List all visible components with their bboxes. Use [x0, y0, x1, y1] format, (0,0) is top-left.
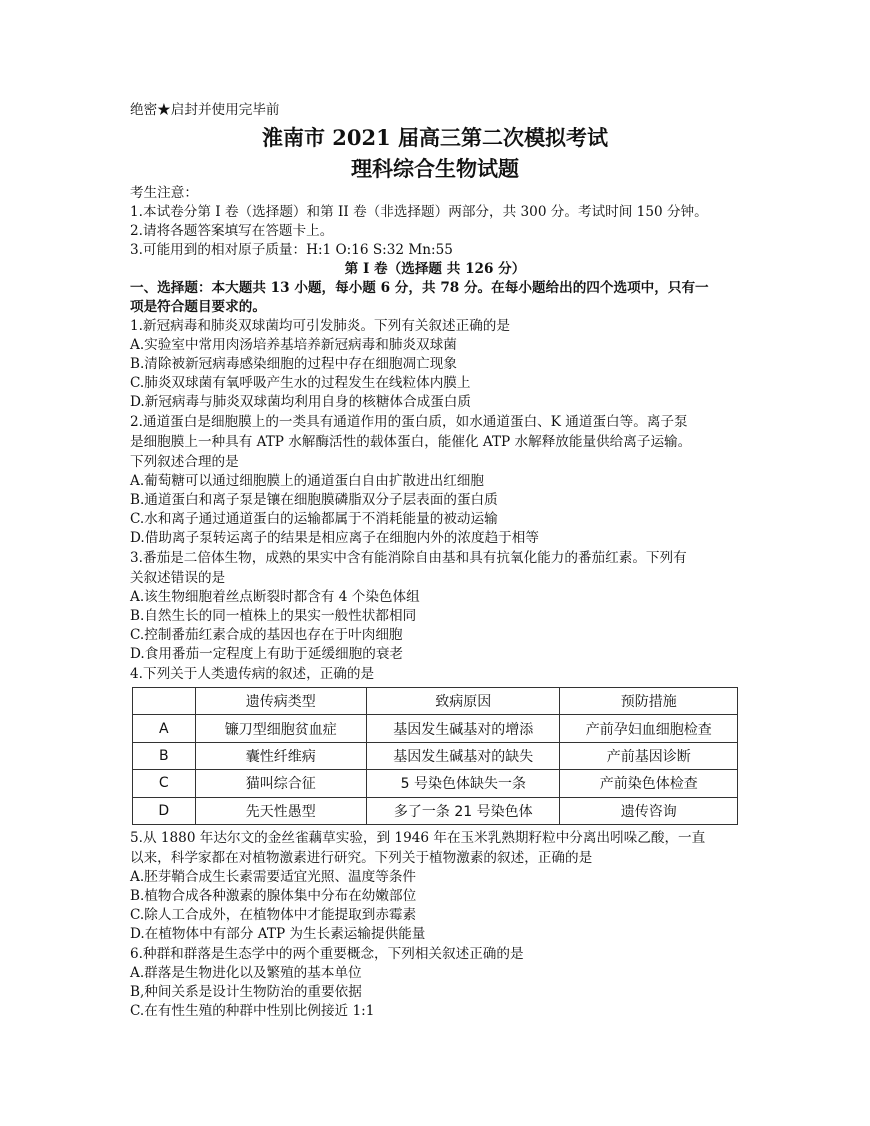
- notice-heading: 考生注意：: [130, 185, 198, 201]
- question-option: D.借助离子泵转运离子的结果是相应离子在细胞内外的浓度趋于相等: [130, 530, 539, 546]
- table-cell: 镰刀型细胞贫血症: [195, 715, 367, 742]
- table-cell: 先天性愚型: [195, 797, 367, 824]
- notice-item: 1.本试卷分第 I 卷（选择题）和第 II 卷（非选择题）两部分，共 300 分。考试时间 150 分钟。: [130, 204, 708, 220]
- question-stem: 2.通道蛋白是细胞膜上的一类具有通道作用的蛋白质，如水通道蛋白、K 通道蛋白等。离子泵: [130, 414, 688, 430]
- question-option: D.新冠病毒与肺炎双球菌均利用自身的核糖体合成蛋白质: [130, 394, 471, 410]
- table-cell: A: [133, 715, 196, 742]
- question-stem: 3.番茄是二倍体生物，成熟的果实中含有能消除自由基和具有抗氧化能力的番茄红素。下列有: [130, 550, 687, 566]
- question-stem: 6.种群和群落是生态学中的两个重要概念，下列相关叙述正确的是: [130, 946, 524, 962]
- question-stem: 下列叙述合理的是: [130, 454, 239, 470]
- table-cell: 多了一条 21 号染色体: [367, 797, 560, 824]
- question-option: D.食用番茄一定程度上有助于延缓细胞的衰老: [130, 646, 404, 662]
- table-cell: D: [133, 797, 196, 824]
- table-row: [133, 715, 738, 742]
- question-stem: 关叙述错误的是: [130, 570, 226, 586]
- question-option: B.清除被新冠病毒感染细胞的过程中存在细胞凋亡现象: [130, 356, 457, 372]
- question-option: C.控制番茄红素合成的基因也存在于叶肉细胞: [130, 627, 403, 643]
- table-cell: 基因发生碱基对的缺失: [367, 742, 560, 769]
- secret-label: 绝密★启封并使用完毕前: [130, 102, 280, 118]
- table-cell: 产前染色体检查: [560, 770, 738, 797]
- question-stem: 以来，科学家都在对植物激素进行研究。下列关于植物激素的叙述，正确的是: [130, 850, 593, 866]
- question-option: B.自然生长的同一植株上的果实一般性状都相同: [130, 608, 417, 624]
- table-header-cell: 致病原因: [367, 688, 560, 715]
- notice-item: 3.可能用到的相对原子质量：H:1 O:16 S:32 Mn:55: [130, 242, 453, 258]
- question-option: C.除人工合成外，在植物体中才能提取到赤霉素: [130, 907, 417, 923]
- section-instructions-cont: 项是符合题目要求的。: [130, 299, 266, 315]
- table-row: [133, 770, 738, 797]
- exam-title: 淮南市 2021 届高三第二次模拟考试: [261, 125, 609, 150]
- volume-heading: 第 I 卷（选择题 共 126 分）: [344, 261, 526, 277]
- table-cell: 基因发生碱基对的增添: [367, 715, 560, 742]
- notice-item: 2.请将各题答案填写在答题卡上。: [130, 223, 334, 239]
- question-stem: 1.新冠病毒和肺炎双球菌均可引发肺炎。下列有关叙述正确的是: [130, 318, 510, 334]
- question-option: A.实验室中常用肉汤培养基培养新冠病毒和肺炎双球菌: [130, 337, 457, 353]
- table-header-row: [133, 688, 738, 715]
- table-cell: 遗传咨询: [560, 797, 738, 824]
- section-instructions: 一、选择题：本大题共 13 小题，每小题 6 分，共 78 分。在每小题给出的四个选项中，只有一: [130, 280, 709, 296]
- question-option: D.在植物体中有部分 ATP 为生长素运输提供能量: [130, 926, 426, 942]
- question-option: A.胚芽鞘合成生长素需要适宜光照、温度等条件: [130, 869, 417, 885]
- question-option: C.在有性生殖的种群中性别比例接近 1:1: [130, 1003, 375, 1019]
- table-cell: C: [133, 770, 196, 797]
- table-header-cell: 预防措施: [560, 688, 738, 715]
- question-option: A.群落是生物进化以及繁殖的基本单位: [130, 965, 362, 981]
- table-cell: 产前基因诊断: [560, 742, 738, 769]
- table-cell: 猫叫综合征: [195, 770, 367, 797]
- question-option: A.该生物细胞着丝点断裂时都含有 4 个染色体组: [130, 589, 420, 605]
- table-header-cell: [133, 688, 196, 715]
- table-header-cell: 遗传病类型: [195, 688, 367, 715]
- question-option: B.植物合成各种激素的腺体集中分布在幼嫩部位: [130, 888, 417, 904]
- table-cell: 5 号染色体缺失一条: [367, 770, 560, 797]
- question-stem: 5.从 1880 年达尔文的金丝雀藕草实验，到 1946 年在玉米乳熟期籽粒中分离出吲哚乙酸，一直: [130, 830, 706, 846]
- question-option: C.水和离子通过通道蛋白的运输都属于不消耗能量的被动运输: [130, 511, 498, 527]
- question-option: B,种间关系是设计生物防治的重要依据: [130, 984, 362, 1000]
- question-stem: 是细胞膜上一种具有 ATP 水解酶活性的载体蛋白，能催化 ATP 水解释放能量供给离子运输。: [130, 434, 692, 450]
- table-row: [133, 742, 738, 769]
- exam-subtitle: 理科综合生物试题: [351, 156, 519, 181]
- table-cell: B: [133, 742, 196, 769]
- table-cell: 产前孕妇血细胞检查: [560, 715, 738, 742]
- genetic-disease-table: [132, 687, 738, 825]
- question-stem: 4.下列关于人类遗传病的叙述，正确的是: [130, 666, 375, 682]
- question-option: A.葡萄糖可以通过细胞膜上的通道蛋白自由扩散进出红细胞: [130, 473, 484, 489]
- question-option: C.肺炎双球菌有氧呼吸产生水的过程发生在线粒体内膜上: [130, 375, 471, 391]
- table-cell: 囊性纤维病: [195, 742, 367, 769]
- question-option: B.通道蛋白和离子泵是镶在细胞膜磷脂双分子层表面的蛋白质: [130, 492, 498, 508]
- table-row: [133, 797, 738, 824]
